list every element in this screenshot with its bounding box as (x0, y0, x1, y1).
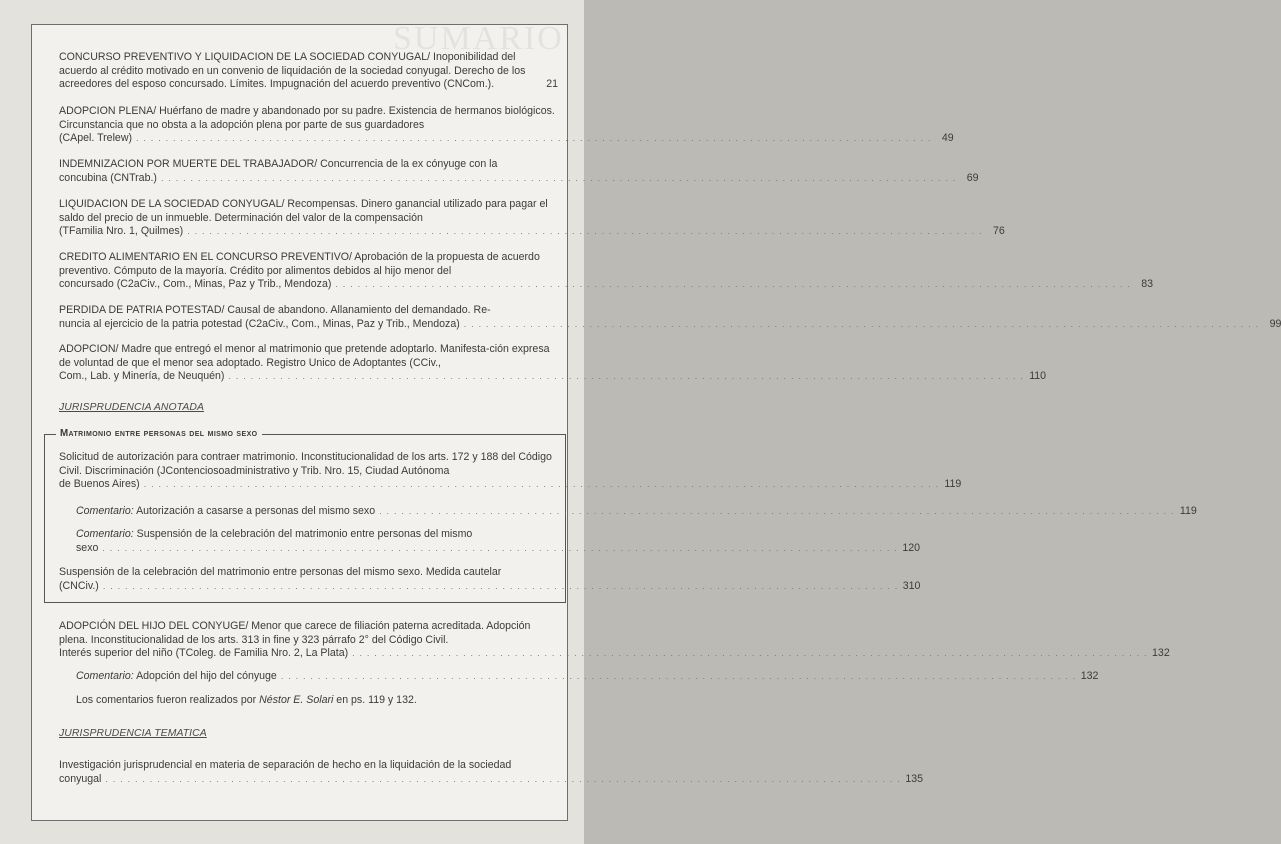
entry-court: (CNCiv.) (59, 579, 99, 592)
leader-dots: . . . . . . . . . . . . . . . . . . . . . . . . . . . . . . . . . . . . . . . . . . . . . . . . . . . . . . . . . . . . . . . . . . . . . . . . . . . . . . . . . . . . . . . . . . . . . . . . . . . . . . . . . . . . (280, 671, 1077, 681)
entry-court: conyugal (59, 772, 102, 785)
entry-court: Interés superior del niño (TColeg. de Familia Nro. 2, La Plata) (59, 647, 349, 660)
page-number: 83 (1141, 278, 1154, 291)
box-title: Matrimonio entre personas del mismo sexo (56, 428, 262, 439)
page-number: 135 (905, 772, 924, 785)
box-title-rule (290, 434, 440, 435)
entry-text: ADOPCIÓN DEL HIJO DEL CONYUGE/ Menor que carece de filiación paterna acreditada. Adopción plena. Inconstitucionalidad de los arts. 313 in fine y 323 párrafo 2° del Código Civil. (59, 620, 531, 646)
commentary-note (76, 694, 417, 706)
page-number: 99 (1269, 317, 1281, 330)
entry-court: nuncia al ejercicio de la patria potestad (C2aCiv., Com., Minas, Paz y Trib., Mendoza) (59, 317, 460, 330)
comment-entry[interactable] (76, 505, 1197, 519)
comment-label: Comentario: (76, 670, 134, 682)
entry-court: concubina (CNTrab.) (59, 171, 157, 184)
page-number: 132 (1152, 647, 1170, 660)
entry-text: CONCURSO PREVENTIVO Y LIQUIDACION DE LA SOCIEDAD CONYUGAL/ Inoponibilidad del acuerdo al crédito motivado en un convenio de liquidación de la sociedad conyugal. Derecho de los acreedores del esposo concursado. Límites. Impugnación del acuerdo preventivo (CNCom.). (59, 51, 526, 91)
note-author: Néstor E. Solari (259, 694, 334, 706)
entry-text: LIQUIDACION DE LA SOCIEDAD CONYUGAL/ Recompensas. Dinero ganancial utilizado para pagar el saldo del precio de un inmueble. Determinación del valor de la compensación (59, 198, 548, 224)
section-heading: JURISPRUDENCIA TEMATICA (59, 728, 207, 739)
comment-title-end: sexo (76, 541, 99, 554)
page-number: 69 (966, 171, 979, 184)
leader-dots: . . . . . . . . . . . . . . . . . . . . . . . . . . . . . . . . . . . . . . . . . . . . . . . . . . . . . . . . . . . . . . . . . . . . . . . . . . . . . . . . . . . . . . . . . . . . . . . . . . . . . . . . . . . . (160, 172, 957, 183)
page-number: 21 (546, 78, 558, 91)
entry-text: Suspensión de la celebración del matrimonio entre personas del mismo sexo. Medida cautelar (59, 566, 502, 578)
note-prefix: Los comentarios fueron realizados por (76, 694, 257, 706)
toc-entry[interactable] (59, 51, 558, 92)
leader-dots: . . . . . . . . . . . . . . . . . . . . . . . . . . . . . . . . . . . . . . . . . . . . . . . . . . . . . . . . . . . . . . . . . . . . . . . . . . . . . . . . . . . . . . . . . . . . . . . . . . . . . . . . . . . . (105, 773, 902, 784)
leader-dots: . . . . . . . . . . . . . . . . . . . . . . . . . . . . . . . . . . . . . . . . . . . . . . . . . . . . . . . . . . . . . . . . . . . . . . . . . . . . . . . . . . . . . . . . . . . . . . . . . . . . . . . . . . . . (143, 479, 940, 490)
leader-dots: . . . . . . . . . . . . . . . . . . . . . . . . . . . . . . . . . . . . . . . . . . . . . . . . . . . . . . . . . . . . . . . . . . . . . . . . . . . . . . . . . . . . . . . . . . . . . . . . . . . . . . . . . . . . (379, 506, 1175, 516)
page-number: 132 (1080, 670, 1099, 682)
toc-entry[interactable] (59, 759, 924, 786)
toc-entry[interactable] (59, 105, 954, 146)
entry-text: PERDIDA DE PATRIA POTESTAD/ Causal de abandono. Allanamiento del demandado. Re- (59, 304, 491, 316)
leader-dots: . . . . . . . . . . . . . . . . . . . . . . . . . . . . . . . . . . . . . . . . . . . . . . . . . . . . . . . . . . . . . . . . . . . . . . . . . . . . . . . . . . . . . . . . . . . . . . . . . . . . . . . . . . . . (102, 580, 899, 591)
comment-entry[interactable] (76, 670, 1099, 684)
entry-text: INDEMNIZACION POR MUERTE DEL TRABAJADOR/ Concurrencia de la ex cónyuge con la (59, 158, 498, 170)
leader-dots: . . . . . . . . . . . . . . . . . . . . . . . . . . . . . . . . . . . . . . . . . . . . . . . . . . . . . . . . . . . . . . . . . . . . . . . . . . . . . . . . . . . . . . . . . . . . . . . . . . . . . . . . . . . . (228, 371, 1025, 382)
toc-entry[interactable] (59, 251, 1154, 292)
page-number: 310 (902, 579, 921, 592)
comment-label: Comentario: (76, 505, 134, 517)
entry-court: (TFamilia Nro. 1, Quilmes) (59, 225, 184, 238)
toc-entry[interactable] (59, 304, 1281, 331)
watermark-title: SUMARIO (393, 20, 564, 57)
entry-text: Solicitud de autorización para contraer matrimonio. Inconstitucionalidad de los arts. 172 y 188 del Código Civil. Discriminación (JContenciosoadministrativo y Trib. Nro. 15, Ciudad Autónoma (59, 451, 552, 477)
toc-entry[interactable] (59, 158, 979, 185)
page-number: 119 (1179, 505, 1197, 517)
entry-court: de Buenos Aires) (59, 478, 140, 491)
section-heading: JURISPRUDENCIA ANOTADA (59, 402, 204, 413)
toc-entry[interactable] (59, 620, 1170, 661)
page-number: 119 (944, 478, 962, 491)
toc-entry[interactable] (59, 451, 962, 492)
entry-court: Com., Lab. y Minería, de Neuquén) (59, 370, 225, 383)
comment-entry[interactable] (76, 528, 920, 555)
entry-text: ADOPCION/ Madre que entregó el menor al matrimonio que pretende adoptarlo. Manifesta-ción expresa de voluntad de que el menor sea adoptado. Registro Unico de Adoptantes (CCiv., (59, 343, 550, 369)
entry-court: concursado (C2aCiv., Com., Minas, Paz y Trib., Mendoza) (59, 278, 332, 291)
entry-text: Investigación jurisprudencial en materia de separación de hecho en la liquidación de la sociedad (59, 759, 512, 771)
leader-dots: . . . . . . . . . . . . . . . . . . . . . . . . . . . . . . . . . . . . . . . . . . . . . . . . . . . . . . . . . . . . . . . . . . . . . . . . . . . . . . . . . . . . . . . . . . . . . . . . . . . . . . . . . . . . (463, 318, 1260, 329)
comment-label: Comentario: (76, 528, 134, 540)
toc-entry[interactable] (59, 566, 921, 593)
page-number: 76 (993, 225, 1005, 238)
toc-entry[interactable] (59, 343, 1047, 384)
note-suffix: en ps. 119 y 132. (336, 694, 417, 706)
leader-dots: . . . . . . . . . . . . . . . . . . . . . . . . . . . . . . . . . . . . . . . . . . . . . . . . . . . . . . . . . . . . . . . . . . . . . . . . . . . . . . . . . . . . . . . . . . . . . . . . . . . . . . . . . . . . (187, 226, 983, 237)
leader-dots: . . . . . . . . . . . . . . . . . . . . . . . . . . . . . . . . . . . . . . . . . . . . . . . . . . . . . . . . . . . . . . . . . . . . . . . . . . . . . . . . . . . . . . . . . . . . . . . . . . . . . . . . . . . . (136, 133, 932, 144)
entry-text: CREDITO ALIMENTARIO EN EL CONCURSO PREVENTIVO/ Aprobación de la propuesta de acuerdo preventivo. Cómputo de la mayoría. Crédito por alimentos debidos al hijo menor del (59, 251, 540, 277)
leader-dots: . . . . . . . . . . . . . . . . . . . . . . . . . . . . . . . . . . . . . . . . . . . . . . . . . . . . . . . . . . . . . . . . . . . . . . . . . . . . . . . . . . . . . . . . . . . . . . . . . . . . . . . . . . . . (102, 542, 898, 553)
toc-entry[interactable] (59, 198, 1005, 239)
page-number: 120 (902, 541, 920, 554)
entry-text: ADOPCION PLENA/ Huérfano de madre y abandonado por su padre. Existencia de hermanos biológicos. Circunstancia que no obsta a la adopción plena por parte de sus guardadores (59, 105, 555, 131)
comment-title: Adopción del hijo del cónyuge (136, 670, 277, 682)
page-number: 49 (941, 132, 954, 145)
comment-title: Suspensión de la celebración del matrimonio entre personas del mismo (136, 528, 473, 540)
comment-title: Autorización a casarse a personas del mismo sexo (136, 505, 376, 517)
entry-court: (CApel. Trelew) (59, 132, 132, 145)
page-number: 110 (1029, 370, 1047, 383)
leader-dots: . . . . . . . . . . . . . . . . . . . . . . . . . . . . . . . . . . . . . . . . . . . . . . . . . . . . . . . . . . . . . . . . . . . . . . . . . . . . . . . . . . . . . . . . . . . . . . . . . . . . . . . . . . . . (335, 279, 1132, 290)
leader-dots: . . . . . . . . . . . . . . . . . . . . . . . . . . . . . . . . . . . . . . . . . . . . . . . . . . . . . . . . . . . . . . . . . . . . . . . . . . . . . . . . . . . . . . . . . . . . . . . . . . . . . . . . . . . . (352, 648, 1148, 659)
